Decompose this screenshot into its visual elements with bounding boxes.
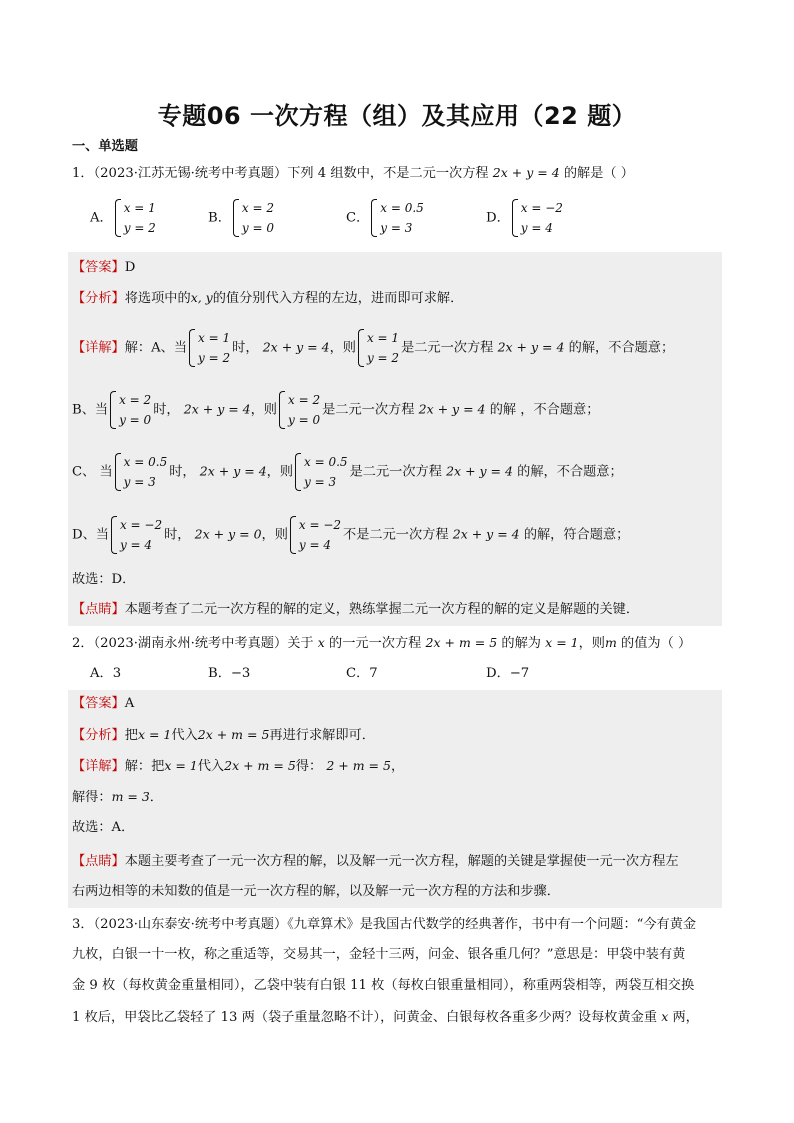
- q1-options: [90, 198, 710, 242]
- q1-source: （2023·江苏无锡·统考中考真题）: [93, 166, 288, 181]
- q1-stem: [72, 164, 634, 183]
- q2-solution-panel: [68, 690, 722, 908]
- q1-detail-line: 【详解】解：A、当 x = 1 y = 2 时， 2x + y = 4，则 x = 1 y = 2 是二元一次方程 2x + y = 4 的解，不合题意；: [72, 328, 674, 368]
- q1-equation: 2x + y = 4: [492, 165, 560, 180]
- equation-system: x = 1 y = 2: [189, 328, 230, 368]
- q1-number: 1．: [72, 166, 94, 181]
- q3-line-3: 金 9 枚（每枚黄金重量相同），乙袋中装有白银 11 枚（每枚白银重量相同），称重两袋相等，两袋互相交换: [72, 978, 695, 993]
- section-heading: 一、单选题: [72, 139, 138, 154]
- q2-source: （2023·湖南永州·统考中考真题）: [93, 636, 288, 651]
- equation-system: x = 1 y = 2: [358, 328, 399, 368]
- q2-option-a[interactable]: A．3: [90, 666, 122, 681]
- equation-system: x = 2 y = 0: [110, 390, 151, 430]
- q1-option-d[interactable]: D． x = −2 y = 4: [486, 198, 565, 238]
- q1-option-a[interactable]: A． x = 1 y = 2: [90, 198, 158, 238]
- q1-stem-text-b: 的解是（ ）: [563, 166, 634, 181]
- q1-analysis: 【分析】将选项中的x, y的值分别代入方程的左边，进而即可求解．: [72, 290, 464, 306]
- q2-comment-cont: 右两边相等的未知数的值是一元一次方程的解，以及解一元一次方程的方法和步骤．: [72, 884, 560, 899]
- q1-solution-panel: [68, 252, 722, 626]
- q1-detail-line: B、当 x = 2 y = 0 时， 2x + y = 4，则 x = 2 y = 0 是二元一次方程 2x + y = 4 的解 ，不合题意；: [72, 390, 599, 430]
- equation-system: x = −2 y = 4: [512, 198, 563, 238]
- equation-system: x = 0.5 y = 3: [115, 452, 168, 492]
- q2-option-b[interactable]: B．−3: [208, 666, 251, 681]
- q3-line-1: 3．（2023·山东泰安·统考中考真题）《九章算术》是我国古代数学的经典著作，书中有一个问题：“今有黄金: [72, 917, 697, 932]
- q3-line-4: 1 枚后，甲袋比乙袋轻了 13 两（袋子重量忽略不计），问黄金、白银每枚各重多少两？设每枚黄金重 x 两，: [72, 1009, 699, 1025]
- page-title: 专题06 一次方程（组）及其应用（22 题）: [157, 102, 637, 130]
- q1-detail-line: D、当 x = −2 y = 4 时， 2x + y = 0，则 x = −2 y = 4 不是二元一次方程 2x + y = 4 的解，符合题意；: [72, 515, 629, 555]
- q2-options: [90, 665, 590, 683]
- q1-stem-text-a: 下列 4 组数中，不是二元一次方程: [287, 166, 489, 181]
- q2-choose: 故选：A．: [72, 820, 135, 835]
- q2-analysis: 【分析】把x = 1代入2x + m = 5再进行求解即可．: [72, 727, 375, 743]
- equation-system: x = 0.5 y = 3: [295, 452, 348, 492]
- q2-option-c[interactable]: C．7: [346, 666, 378, 681]
- equation-system: x = 2 y = 0: [279, 390, 320, 430]
- q1-option-c[interactable]: C． x = 0.5 y = 3: [346, 198, 426, 238]
- q1-choose: 故选：D．: [72, 572, 136, 587]
- q3-line-2: 九枚，白银一十一枚，称之重适等，交易其一，金轻十三两，问金、银各重几何？”意思是：甲袋中装有黄: [72, 947, 686, 962]
- q1-option-b[interactable]: B． x = 2 y = 0: [208, 198, 276, 238]
- q2-stem: 2．（2023·湖南永州·统考中考真题）关于 x 的一元一次方程 2x + m = 5 的解为 x = 1，则m 的值为（ ）: [72, 635, 692, 651]
- equation-system: x = 2 y = 0: [233, 198, 274, 238]
- q2-detail: 【详解】解：把x = 1代入2x + m = 5得： 2 + m = 5，: [72, 758, 405, 774]
- equation-system: x = −2 y = 4: [290, 515, 341, 555]
- q2-option-d[interactable]: D．−7: [486, 666, 530, 681]
- q2-answer: 【答案】A: [72, 696, 135, 711]
- equation-system: x = −2 y = 4: [111, 515, 162, 555]
- equation-system: x = 0.5 y = 3: [371, 198, 424, 238]
- q2-solve: 解得：m = 3．: [72, 789, 163, 805]
- equation-system: x = 1 y = 2: [115, 198, 156, 238]
- q1-comment: 【点睛】本题考查了二元一次方程的解的定义，熟练掌握二元一次方程的解的定义是解题的关键．: [72, 602, 640, 617]
- q1-detail-line: C、 当 x = 0.5 y = 3 时， 2x + y = 4，则 x = 0.5 y = 3 是二元一次方程 2x + y = 4 的解，不合题意；: [72, 452, 623, 492]
- q2-comment: 【点睛】本题主要考查了一元一次方程的解，以及解一元一次方程，解题的关键是掌握使一元一次方程左: [72, 854, 679, 869]
- q1-answer: 【答案】D: [72, 260, 136, 275]
